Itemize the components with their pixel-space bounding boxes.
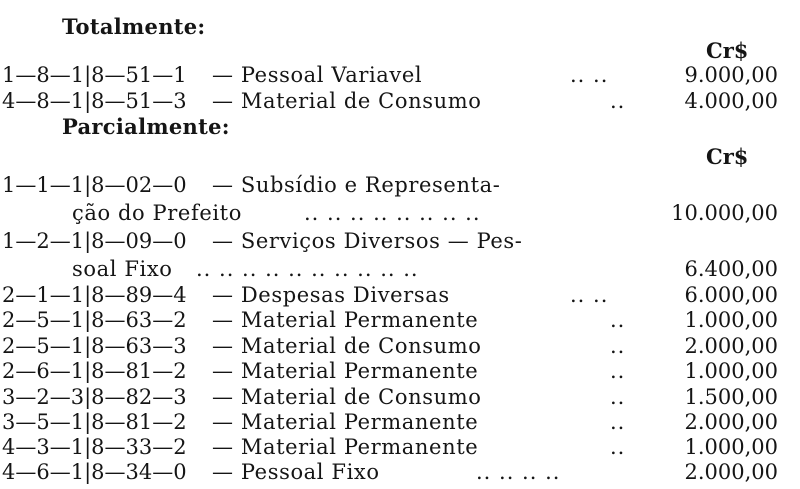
line-description: — Material de Consumo xyxy=(212,334,482,358)
line-description: — Material Permanente xyxy=(212,359,479,383)
line-code: 4—3—1|8—33—2 xyxy=(2,435,187,459)
line-code: 1—2—1|8—09—0 xyxy=(2,229,187,253)
line-description: soal Fixo xyxy=(72,257,173,281)
line-amount: 2.000,00 xyxy=(684,334,778,358)
line-leader-dots: .. .. xyxy=(570,63,609,87)
line-code: 2—5—1|8—63—2 xyxy=(2,308,187,332)
budget-line xyxy=(0,333,800,359)
line-description: — Serviços Diversos — Pes- xyxy=(212,229,523,253)
line-amount: 9.000,00 xyxy=(684,63,778,87)
line-description: — Material de Consumo xyxy=(212,385,482,409)
currency-label: Cr$ xyxy=(706,144,749,169)
line-leader-dots: .. xyxy=(610,359,626,383)
line-code: 1—1—1|8—02—0 xyxy=(2,173,187,197)
line-amount: 2.000,00 xyxy=(684,410,778,434)
budget-line xyxy=(0,88,800,114)
line-amount: 1.000,00 xyxy=(684,308,778,332)
section-heading-totalmente: Totalmente: xyxy=(62,14,206,39)
line-leader-dots: .. xyxy=(610,89,626,113)
line-code: 3—5—1|8—81—2 xyxy=(2,410,187,434)
line-code: 1—8—1|8—51—1 xyxy=(2,63,187,87)
section-heading-parcialmente: Parcialmente: xyxy=(62,114,230,139)
line-leader-dots: .. .. .. .. .. .. .. .. .. .. xyxy=(196,257,419,281)
line-description: — Subsídio e Representa- xyxy=(212,173,501,197)
line-amount: 4.000,00 xyxy=(684,89,778,113)
line-code: 2—1—1|8—89—4 xyxy=(2,283,187,307)
line-description: — Pessoal Fixo xyxy=(212,460,380,484)
budget-line xyxy=(0,459,800,485)
line-leader-dots: .. xyxy=(610,410,626,434)
budget-line xyxy=(0,384,800,410)
line-description: — Material de Consumo xyxy=(212,89,482,113)
budget-line xyxy=(0,409,800,435)
budget-line xyxy=(0,228,800,254)
line-code: 4—6—1|8—34—0 xyxy=(2,460,187,484)
budget-line xyxy=(0,172,800,198)
line-code: 2—6—1|8—81—2 xyxy=(2,359,187,383)
budget-line xyxy=(0,282,800,308)
line-description: — Material Permanente xyxy=(212,410,479,434)
budget-line-continuation xyxy=(0,200,800,226)
currency-label: Cr$ xyxy=(706,38,749,63)
line-leader-dots: .. xyxy=(610,334,626,358)
budget-line xyxy=(0,358,800,384)
line-leader-dots: .. xyxy=(610,385,626,409)
budget-line xyxy=(0,307,800,333)
line-description: — Material Permanente xyxy=(212,435,479,459)
line-amount: 10.000,00 xyxy=(671,201,778,225)
line-description: ção do Prefeito xyxy=(72,201,242,225)
line-leader-dots: .. xyxy=(610,308,626,332)
line-code: 3—2—3|8—82—3 xyxy=(2,385,187,409)
line-code: 4—8—1|8—51—3 xyxy=(2,89,187,113)
line-code: 2—5—1|8—63—3 xyxy=(2,334,187,358)
line-leader-dots: .. xyxy=(610,435,626,459)
line-description: — Despesas Diversas xyxy=(212,283,450,307)
line-leader-dots: .. .. .. .. xyxy=(476,460,561,484)
line-amount: 6.400,00 xyxy=(684,257,778,281)
line-description: — Pessoal Variavel xyxy=(212,63,423,87)
line-amount: 1.000,00 xyxy=(684,435,778,459)
line-amount: 1.000,00 xyxy=(684,359,778,383)
budget-line xyxy=(0,434,800,460)
budget-line-continuation xyxy=(0,256,800,282)
line-leader-dots: .. .. xyxy=(570,283,609,307)
line-amount: 2.000,00 xyxy=(684,460,778,484)
line-description: — Material Permanente xyxy=(212,308,479,332)
line-amount: 6.000,00 xyxy=(684,283,778,307)
line-leader-dots: .. .. .. .. .. .. .. .. xyxy=(304,201,481,225)
line-amount: 1.500,00 xyxy=(684,385,778,409)
budget-line xyxy=(0,62,800,88)
